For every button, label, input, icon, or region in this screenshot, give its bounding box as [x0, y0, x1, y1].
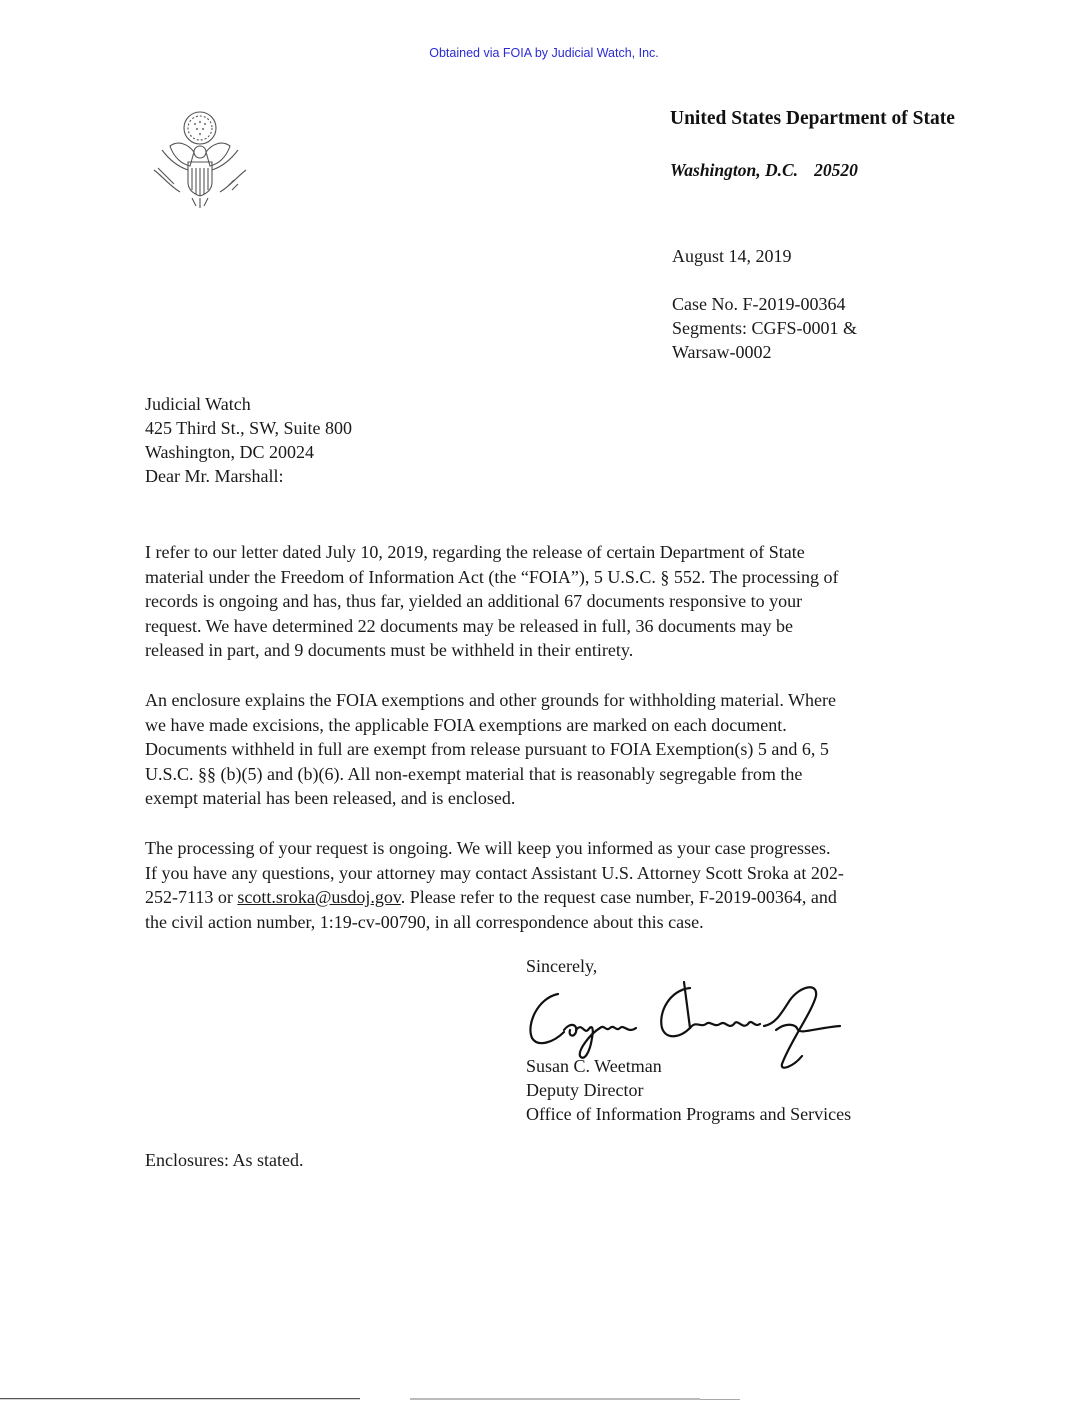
paragraph-line: material under the Freedom of Information Act (the “FOIA”), 5 U.S.C. § 552. The processing of	[145, 566, 839, 587]
case-reference	[672, 292, 857, 364]
enclosures-note: Enclosures: As stated.	[145, 1150, 304, 1170]
signer-block	[526, 1054, 851, 1126]
attorney-email-link[interactable]: scott.sroka@usdoj.gov	[237, 887, 401, 907]
agency-name: United States Department of State	[670, 108, 955, 129]
foia-watermark: Obtained via FOIA by Judicial Watch, Inc.	[429, 46, 659, 60]
agency-zip: 20520	[814, 160, 858, 180]
paragraph-line: records is ongoing and has, thus far, yielded an additional 67 documents responsive to your	[145, 591, 803, 611]
signer-title: Deputy Director	[526, 1080, 644, 1100]
signer-name: Susan C. Weetman	[526, 1056, 662, 1076]
paragraph-exemptions	[145, 688, 985, 811]
paragraph-line: we have made excisions, the applicable FOIA exemptions are marked on each document.	[145, 714, 787, 735]
agency-city: Washington, D.C.	[670, 160, 799, 180]
case-number: Case No. F-2019-00364	[672, 294, 846, 314]
paragraph-line: U.S.C. §§ (b)(5) and (b)(6). All non-exempt material that is reasonably segregable from the	[145, 763, 803, 784]
scan-edge-divider	[0, 1398, 1088, 1400]
segments-line-1: Segments: CGFS-0001 &	[672, 318, 858, 338]
salutation: Dear Mr. Marshall:	[145, 466, 284, 486]
paragraph-line: Documents withheld in full are exempt from release pursuant to FOIA Exemption(s) 5 and 6, 5	[145, 739, 829, 759]
paragraph-contact	[145, 836, 985, 934]
recipient-address	[145, 392, 352, 464]
paragraph-line: request. We have determined 22 documents may be released in full, 36 documents may be	[145, 615, 794, 636]
paragraph-line: I refer to our letter dated July 10, 2019, regarding the release of certain Department of State	[145, 542, 805, 562]
paragraph-line: released in part, and 9 documents must be withheld in their entirety.	[145, 640, 634, 660]
agency-address	[670, 160, 858, 181]
paragraph-line: An enclosure explains the FOIA exemptions and other grounds for withholding material. Where	[145, 690, 837, 710]
recipient-city: Washington, DC 20024	[145, 442, 315, 462]
recipient-name: Judicial Watch	[145, 394, 251, 414]
great-seal-icon	[140, 106, 260, 212]
letter-date: August 14, 2019	[672, 246, 792, 266]
paragraph-line: the civil action number, 1:19-cv-00790, in all correspondence about this case.	[145, 911, 704, 932]
closing: Sincerely,	[526, 956, 598, 976]
segments-line-2: Warsaw-0002	[672, 342, 772, 362]
signer-office: Office of Information Programs and Services	[526, 1104, 852, 1124]
case-reference-text: . Please refer to the request case number, F-2019-00364, and	[400, 887, 837, 907]
paragraph-release-summary	[145, 540, 985, 663]
phone-text: 252-7113 or	[145, 887, 238, 907]
paragraph-line	[145, 885, 985, 910]
paragraph-line: If you have any questions, your attorney may contact Assistant U.S. Attorney Scott Sroka at 202-	[145, 862, 844, 883]
recipient-street: 425 Third St., SW, Suite 800	[145, 418, 353, 438]
paragraph-line: exempt material has been released, and is enclosed.	[145, 788, 516, 808]
paragraph-line: The processing of your request is ongoing. We will keep you informed as your case progresses.	[145, 838, 831, 858]
